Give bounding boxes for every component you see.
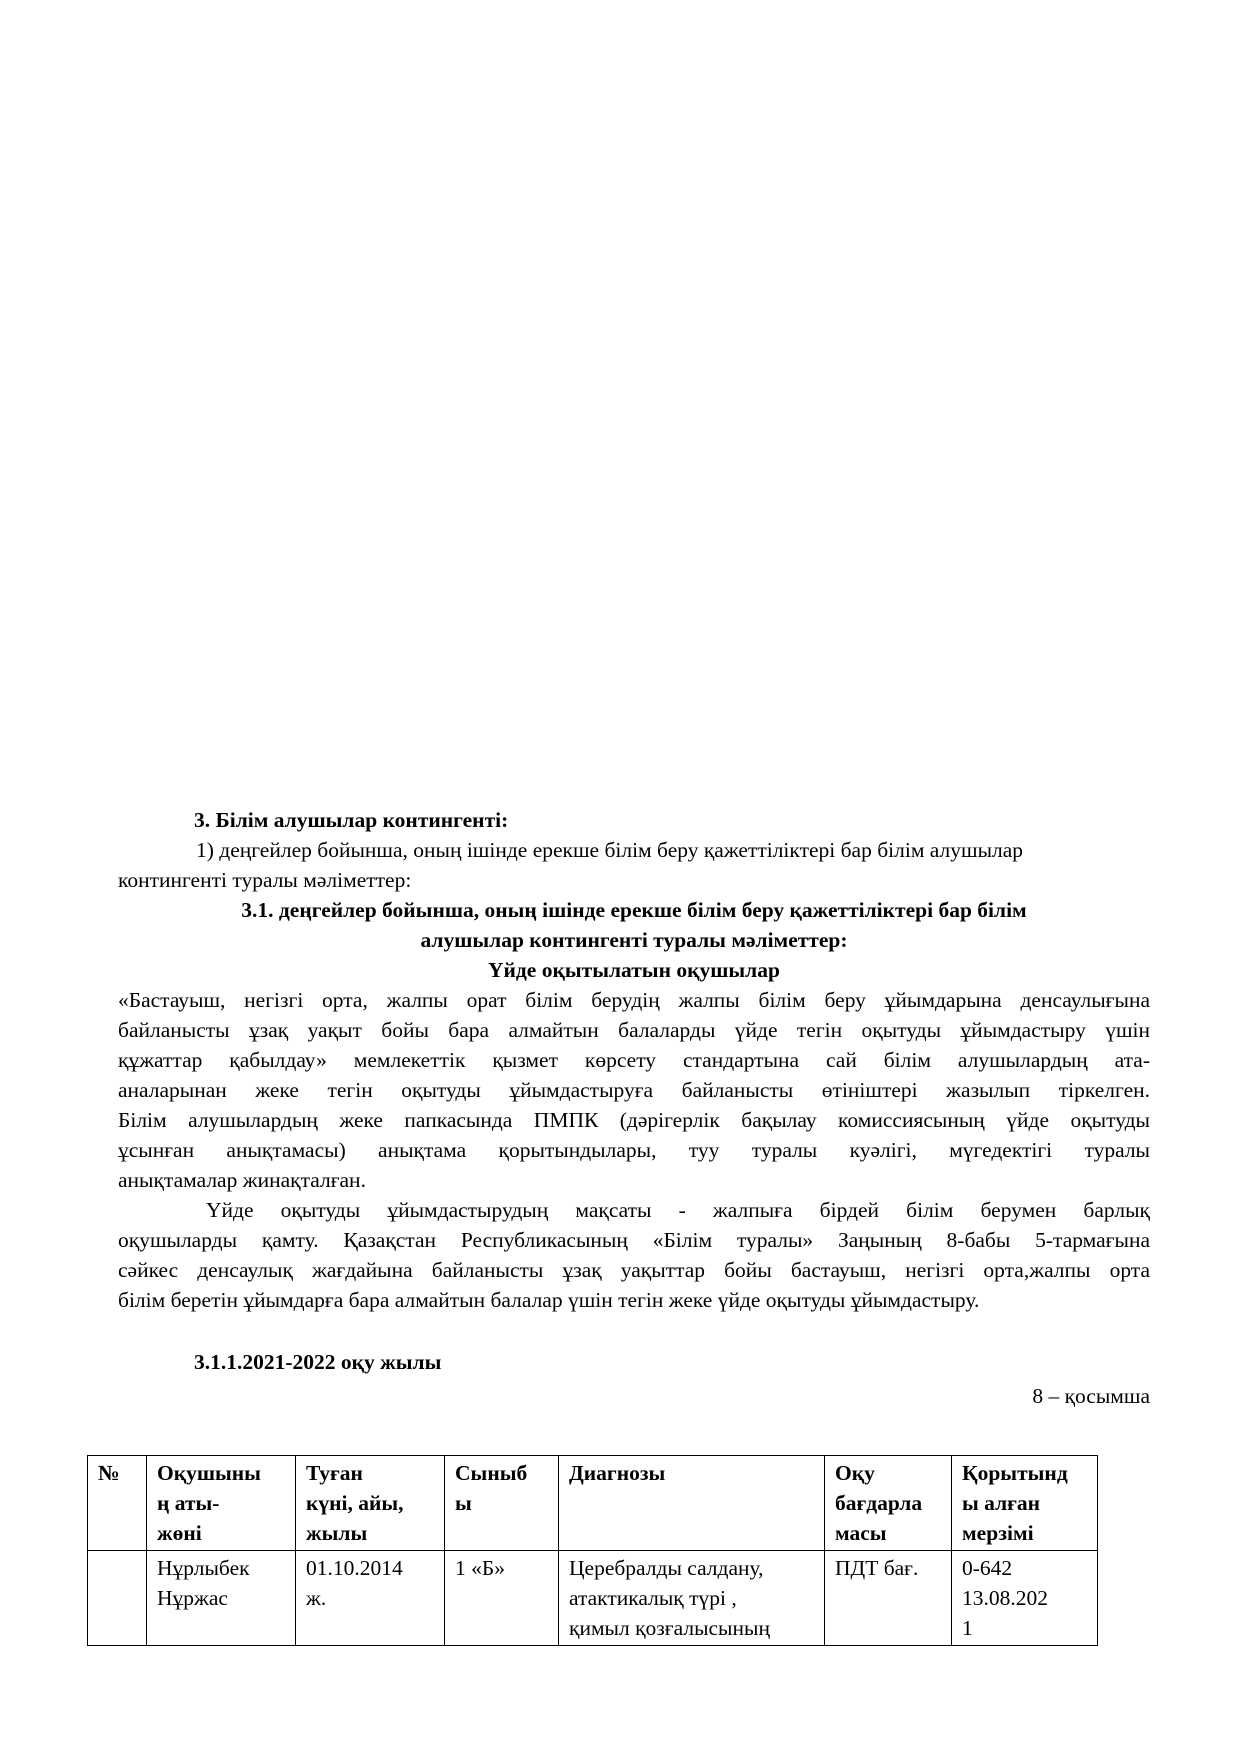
cell-text: Церебралды салдану, — [569, 1556, 764, 1580]
cell-text: атактикалық түрі , — [569, 1586, 737, 1610]
header-text: күні, айы, — [306, 1491, 404, 1515]
header-number — [88, 1456, 147, 1551]
cell-class — [445, 1551, 559, 1646]
section-heading: 3. Білім алушылар контингенті: — [194, 808, 509, 832]
appendix-label: 8 – қосымша — [1032, 1384, 1150, 1408]
item1-line2: контингенті туралы мәліметтер: — [118, 868, 412, 892]
cell-diagnosis — [559, 1551, 825, 1646]
header-text: мерзімі — [962, 1521, 1034, 1545]
header-text: Сыныб — [455, 1461, 528, 1485]
header-text: Қорытынд — [962, 1461, 1068, 1485]
header-text: Диагнозы — [569, 1461, 666, 1485]
cell-text: 01.10.2014 — [306, 1556, 403, 1580]
cell-text: Нұрлыбек — [157, 1556, 250, 1580]
table-header-row — [88, 1456, 1098, 1551]
paragraph1-line: анықтамалар жинақталған. — [118, 1168, 366, 1192]
paragraph2-line: сәйкес денсаулық жағдайына байланысты ұзақ уақыттар бойы бастауыш, негізгі орта,жалпы орта — [118, 1258, 1150, 1282]
table-row — [88, 1551, 1098, 1646]
cell-text: қимыл қозғалысының — [569, 1616, 770, 1640]
paragraph1-line: ұсынған анықтамасы) анықтама қорытындылары, туу туралы куәлігі, мүгедектігі туралы — [118, 1138, 1150, 1162]
students-table — [87, 1455, 1098, 1646]
header-class — [445, 1456, 559, 1551]
cell-number — [88, 1551, 147, 1646]
header-text: масы — [835, 1521, 887, 1545]
item1-line1: 1) деңгейлер бойынша, оның ішінде ерекше білім беру қажеттіліктері бар білім алушылар — [196, 838, 1024, 862]
cell-text: ж. — [306, 1586, 327, 1610]
header-conclusion-date — [952, 1456, 1098, 1551]
header-text: бағдарла — [835, 1491, 923, 1515]
header-text: жылы — [306, 1521, 368, 1545]
header-student-name — [147, 1456, 296, 1551]
cell-text: 13.08.202 — [962, 1586, 1048, 1610]
paragraph-2 — [118, 1195, 1150, 1315]
subsection-title: 3.1.1.2021-2022 оқу жылы — [194, 1350, 442, 1374]
subheading-line2: алушылар контингенті туралы мәліметтер: — [420, 928, 848, 952]
paragraph2-line: білім беретін ұйымдарға бара алмайтын балалар үшін тегін жеке үйде оқытуды ұйымдастыру. — [118, 1288, 980, 1312]
cell-text: 0-642 — [962, 1556, 1013, 1580]
cell-text: 1 — [962, 1616, 973, 1640]
header-birth-date — [296, 1456, 445, 1551]
cell-student-name — [147, 1551, 296, 1646]
paragraph1-line: байланысты ұзақ уақыт бойы бара алмайтын балаларды үйде тегін оқытуды ұйымдастыру үшін — [118, 1018, 1150, 1042]
header-text: ы алған — [962, 1491, 1041, 1515]
cell-conclusion-date — [952, 1551, 1098, 1646]
cell-birth-date — [296, 1551, 445, 1646]
header-diagnosis — [559, 1456, 825, 1551]
document-body — [118, 805, 1150, 1411]
subheading-line3: Үйде оқытылатын оқушылар — [488, 958, 780, 982]
header-text: Оқу — [835, 1461, 875, 1485]
header-text: № — [98, 1461, 120, 1485]
paragraph1-line: аналарынан жеке тегін оқытуды ұйымдастыруға байланысты өтініштері жазылып тіркелген. — [118, 1078, 1150, 1102]
paragraph2-line: Үйде оқытуды ұйымдастырудың мақсаты - жалпыға бірдей білім берумен барлық — [206, 1198, 1150, 1222]
paragraph1-line: «Бастауыш, негізгі орта, жалпы орат білім берудің жалпы білім беру ұйымдарына денсаулығына — [118, 988, 1150, 1012]
paragraph1-line: құжаттар қабылдау» мемлекеттік қызмет көрсету стандартына сай білім алушылардың ата- — [118, 1048, 1150, 1072]
header-text: Туған — [306, 1461, 363, 1485]
header-program — [825, 1456, 952, 1551]
cell-text: ПДТ бағ. — [835, 1556, 919, 1580]
header-text: Оқушыны — [157, 1461, 261, 1485]
cell-text: 1 «Б» — [455, 1556, 505, 1580]
paragraph1-line: Білім алушылардың жеке папкасында ПМПК (дәрігерлік бақылау комиссиясының үйде оқытуды — [118, 1108, 1150, 1132]
paragraph2-line: оқушыларды қамту. Қазақстан Республикасының «Білім туралы» Заңының 8-бабы 5-тармағына — [118, 1228, 1150, 1252]
cell-text: Нұржас — [157, 1586, 228, 1610]
header-text: ы — [455, 1491, 472, 1515]
header-text: жөні — [157, 1521, 202, 1545]
cell-program — [825, 1551, 952, 1646]
subheading-line1: 3.1. деңгейлер бойынша, оның ішінде ерекше білім беру қажеттіліктері бар білім — [241, 898, 1027, 922]
header-text: ң аты- — [157, 1491, 220, 1515]
paragraph-1 — [118, 985, 1150, 1195]
